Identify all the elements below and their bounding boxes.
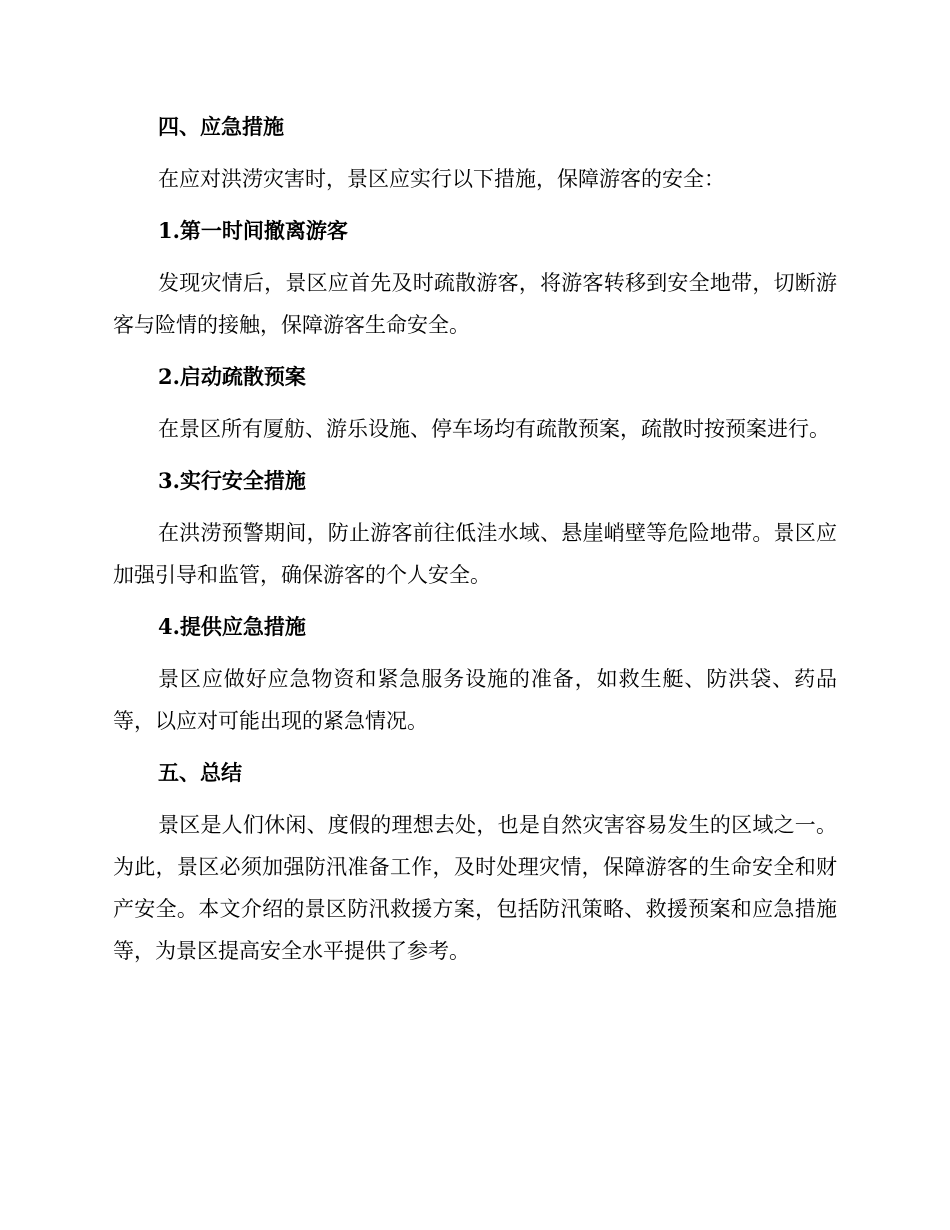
item-3-heading: 3.实行安全措施: [158, 468, 306, 493]
document-body: [113, 106, 837, 972]
item-4-paragraph: 景区应做好应急物资和紧急服务设施的准备，如救生艇、防洪袋、药品等，以应对可能出现的紧急情况。: [113, 667, 837, 733]
section-5-paragraph: 景区是人们休闲、度假的理想去处，也是自然灾害容易发生的区域之一。为此，景区必须加强防汛准备工作，及时处理灾情，保障游客的生命安全和财产安全。本文介绍的景区防汛救援方案，包括防汛策略、救援预案和应急措施等，为景区提高安全水平提供了参考。: [113, 813, 837, 963]
section-5-heading: 五、总结: [158, 760, 242, 785]
item-4-heading: 4.提供应急措施: [158, 614, 306, 639]
section-4-intro: 在应对洪涝灾害时，景区应实行以下措施，保障游客的安全：: [158, 167, 725, 191]
item-2-paragraph: 在景区所有厦舫、游乐设施、停车场均有疏散预案，疏散时按预案进行。: [158, 417, 830, 441]
item-3-paragraph: 在洪涝预警期间，防止游客前往低洼水域、悬崖峭壁等危险地带。景区应加强引导和监管，确保游客的个人安全。: [113, 521, 837, 587]
item-1-heading: 1.第一时间撤离游客: [158, 218, 348, 243]
section-4-heading: 四、应急措施: [158, 114, 284, 139]
item-2-heading: 2.启动疏散预案: [158, 364, 306, 389]
item-1-paragraph: 发现灾情后，景区应首先及时疏散游客，将游客转移到安全地带，切断游客与险情的接触，保障游客生命安全。: [113, 271, 837, 337]
